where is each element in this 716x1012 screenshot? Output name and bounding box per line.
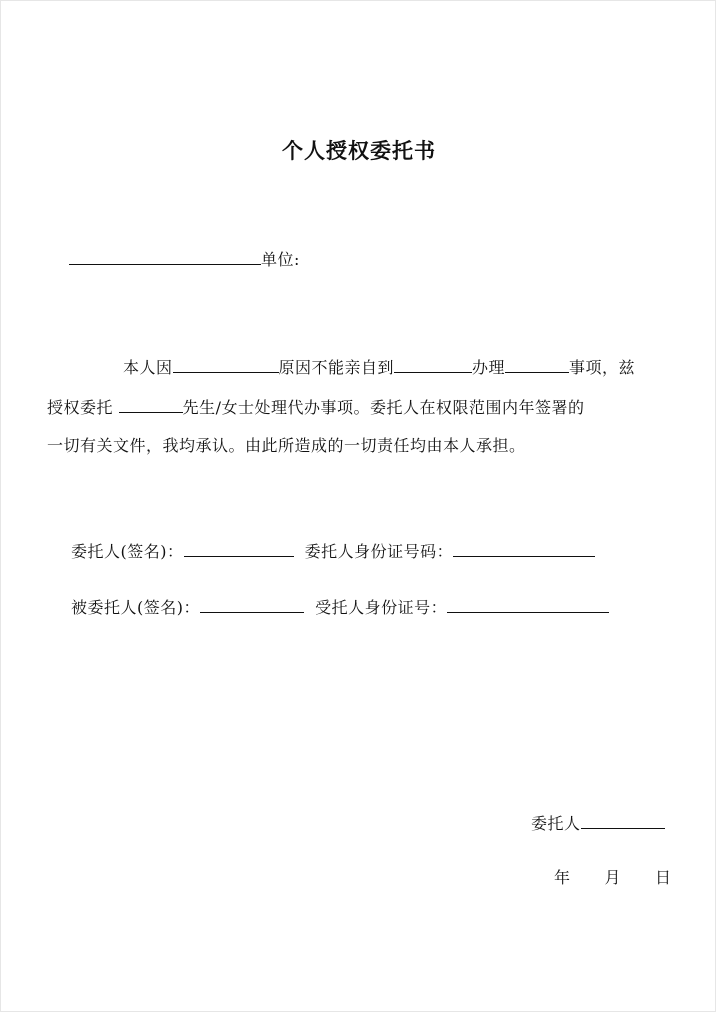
matter-suffix: 事项，兹 (569, 358, 636, 377)
agent-sign-blank[interactable] (200, 598, 304, 613)
authorize-text: 先生/女士处理代办事项。委托人在权限范围内年签署的 (182, 398, 585, 417)
agent-name-blank[interactable] (119, 398, 183, 413)
unit-line (69, 247, 300, 270)
principal-signature-row (71, 539, 595, 562)
principal-sign-label: 委托人(签名)： (71, 542, 184, 561)
reason-prefix: 本人因 (123, 358, 173, 377)
paragraph-line-1 (123, 355, 635, 378)
document-title: 个人授权委托书 (282, 139, 436, 163)
reason-blank[interactable] (173, 358, 279, 373)
day-label: 日 (655, 868, 672, 887)
matter-blank[interactable] (505, 358, 569, 373)
agent-id-blank[interactable] (447, 598, 609, 613)
unit-label: 单位: (261, 250, 300, 269)
agent-signature-row (71, 595, 609, 618)
principal-id-label: 委托人身份证号码： (304, 542, 454, 561)
paragraph-line-2 (47, 395, 585, 418)
month-label: 月 (604, 868, 622, 887)
agent-sign-label: 被委托人(签名)： (71, 598, 200, 617)
client-signature-line (531, 811, 665, 834)
client-label: 委托人 (531, 814, 581, 833)
paragraph-line-3 (47, 433, 526, 456)
agent-id-label: 受托人身份证号： (315, 598, 448, 617)
handle-prefix: 办理 (472, 358, 506, 377)
place-blank[interactable] (394, 358, 472, 373)
place-prefix: 原因不能亲自到 (278, 358, 395, 377)
date-line (554, 865, 672, 888)
principal-sign-blank[interactable] (184, 542, 294, 557)
liability-text: 一切有关文件，我均承认。由此所造成的一切责任均由本人承担。 (47, 436, 526, 455)
unit-blank[interactable] (69, 250, 261, 265)
principal-id-blank[interactable] (453, 542, 595, 557)
client-blank[interactable] (581, 814, 665, 829)
year-label: 年 (554, 868, 571, 887)
authorize-prefix: 授权委托 (47, 398, 114, 417)
